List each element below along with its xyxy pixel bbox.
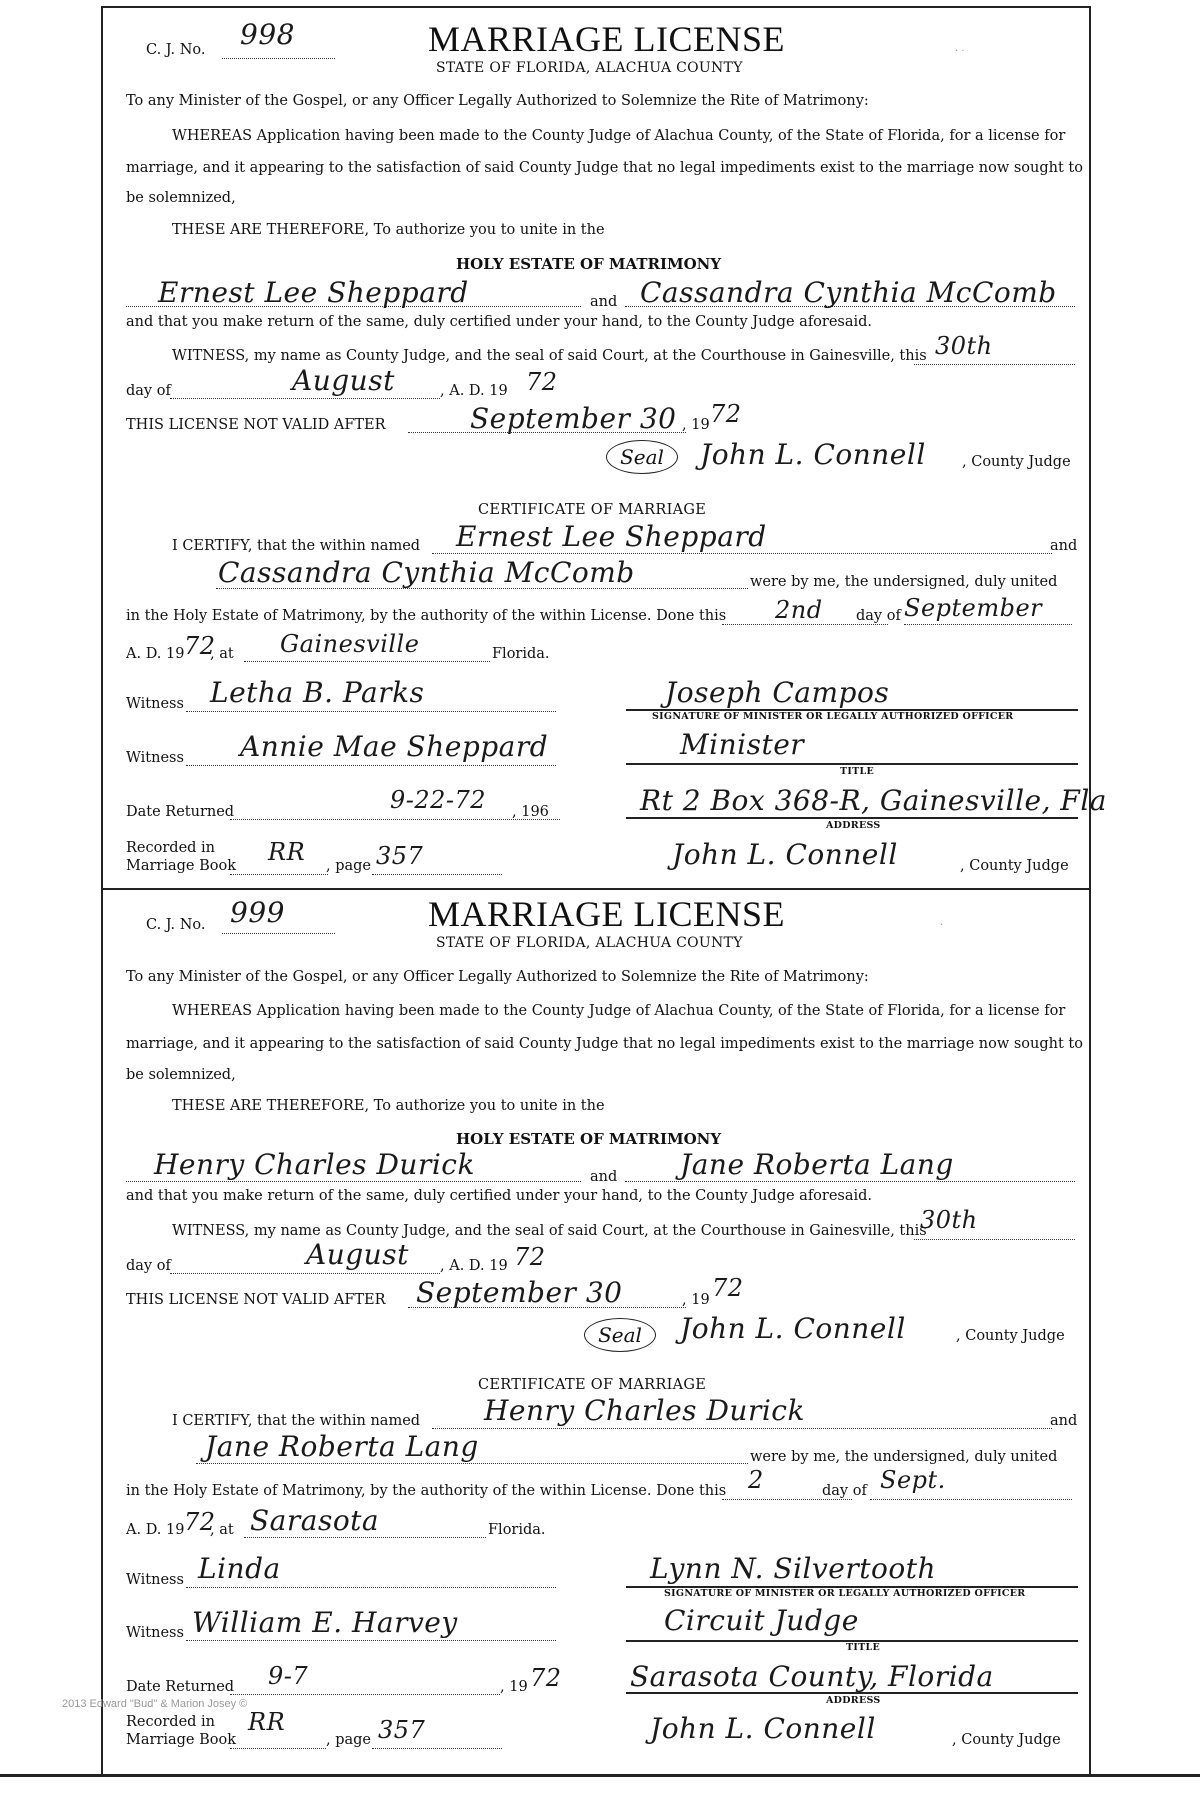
not-valid-label: THIS LICENSE NOT VALID AFTER [126,1292,386,1308]
court-seal [584,1318,656,1352]
cj-number: 998 [240,18,295,51]
place: Sarasota [250,1504,380,1537]
officer-label: SIGNATURE OF MINISTER OR LEGALLY AUTHORIZED OFFICER [664,1588,1026,1599]
ad-label: , A. D. 19 [440,383,508,399]
officer-title: Circuit Judge [664,1604,859,1637]
place: Gainesville [280,630,420,658]
address-line: To any Minister of the Gospel, or any Officer Legally Authorized to Solemnize the Rite of Matrimony: [126,969,869,985]
certify-label: I CERTIFY, that the within named [172,1413,421,1429]
witness-1-label: Witness [126,696,184,712]
officer-address: Rt 2 Box 368-R, Gainesville, Fla [640,784,1107,817]
cert-groom-line [432,553,1052,554]
groom-name: Henry Charles Durick [154,1148,475,1181]
county-judge-label: , County Judge [956,1328,1065,1344]
done-month: September [904,594,1043,622]
witness-2-signature: Annie Mae Sheppard [240,730,549,763]
florida-label: Florida. [488,1522,546,1538]
recorded-in-label: Recorded in [126,840,216,856]
address-label: ADDRESS [826,820,881,831]
title-label: TITLE [846,1642,881,1653]
scan-specks: · [940,920,944,931]
day-of-label: day of [126,383,171,399]
page-line [372,1748,502,1749]
date-returned-line [230,1694,500,1695]
book: RR [248,1708,286,1736]
date-returned-label: Date Returned [126,804,235,820]
officer-signature: Lynn N. Silvertooth [650,1552,937,1585]
witness-2-label: Witness [126,1625,184,1641]
seal-text: Seal [598,1323,642,1347]
witness-day-line [914,364,1075,365]
address-line: To any Minister of the Gospel, or any Officer Legally Authorized to Solemnize the Rite of Matrimony: [126,93,869,109]
month-line [170,398,440,399]
at-label: , at [210,646,234,662]
marriage-book-label: Marriage Book [126,1732,237,1748]
license-subtitle: STATE OF FLORIDA, ALACHUA COUNTY [436,60,743,76]
title-label: TITLE [840,766,875,777]
officer-label: SIGNATURE OF MINISTER OR LEGALLY AUTHORIZED OFFICER [652,711,1014,722]
officer-title-line [626,763,1078,765]
scan-specks: · · [955,46,965,57]
month: August [292,364,395,397]
section-divider [101,888,1091,890]
witness-1-label: Witness [126,1572,184,1588]
cert-bride: Cassandra Cynthia McComb [218,556,635,589]
county-judge-label: , County Judge [962,454,1071,470]
license-title: MARRIAGE LICENSE [428,894,785,934]
whereas-line-3: be solemnized, [126,190,236,206]
cert-and-label: and [1050,1413,1078,1429]
date-returned-line [230,819,560,820]
bride-name: Jane Roberta Lang [680,1148,954,1181]
not-valid-date: September 30 [416,1276,623,1309]
day-of-label-2: day of [856,608,901,624]
cj-number-line [222,58,335,59]
witness-day-line [914,1239,1075,1240]
recorder-signature: John L. Connell [650,1712,876,1745]
year: 72 [514,1243,546,1271]
holy-estate-line: in the Holy Estate of Matrimony, by the authority of the within License. Done this [126,608,727,624]
not-valid-year: 72 [712,1274,744,1302]
witness-1-signature: Letha B. Parks [210,676,425,709]
address-label: ADDRESS [826,1695,881,1706]
license-subtitle: STATE OF FLORIDA, ALACHUA COUNTY [436,935,743,951]
officer-title: Minister [680,728,805,761]
page-number: 357 [376,842,424,870]
whereas-line-2: marriage, and it appearing to the satisfaction of said County Judge that no legal impediments exist to the marriage now sought to [126,1036,1083,1052]
book-line [230,874,328,875]
witness-2-label: Witness [126,750,184,766]
judge-signature: John L. Connell [680,1312,906,1345]
date-returned: 9-7 [268,1662,309,1690]
return-line: and that you make return of the same, duly certified under your hand, to the County Judge aforesaid. [126,314,873,330]
officer-address: Sarasota County, Florida [630,1660,994,1693]
day-of-label: day of [126,1258,171,1274]
month: August [306,1238,409,1271]
book: RR [268,838,306,866]
witness-1-signature: Linda [198,1552,281,1585]
marriage-book-label: Marriage Book [126,858,237,874]
ad-label: , A. D. 19 [440,1258,508,1274]
groom-line [126,1181,581,1182]
witness-2-line [186,765,556,766]
witness-2-line [186,1640,556,1641]
ad-label-2: A. D. 19 [126,1522,185,1538]
done-month-line [870,1499,1072,1500]
seal-text: Seal [620,445,664,469]
return-line: and that you make return of the same, duly certified under your hand, to the County Judge aforesaid. [126,1188,873,1204]
book-line [230,1748,326,1749]
page-label: , page [326,1732,372,1748]
therefore-line: THESE ARE THEREFORE, To authorize you to unite in the [172,1098,605,1114]
witness-1-line [186,711,556,712]
united-label: were by me, the undersigned, duly united [750,1449,1058,1465]
date-returned-suffix: , 19 [500,1679,528,1695]
cj-label: C. J. No. [146,917,206,933]
witness-line: WITNESS, my name as County Judge, and the seal of said Court, at the Courthouse in Gainesville, this [172,1223,927,1239]
done-day: 2nd [775,596,823,624]
at-label: , at [210,1522,234,1538]
cj-number-line [222,933,335,934]
county-judge-label-2: , County Judge [960,858,1069,874]
whereas-line-2: marriage, and it appearing to the satisfaction of said County Judge that no legal impediments exist to the marriage now sought to [126,160,1083,176]
done-day-line [722,624,888,625]
holy-estate-line: in the Holy Estate of Matrimony, by the authority of the within License. Done this [126,1483,727,1499]
license-title: MARRIAGE LICENSE [428,19,785,59]
holy-estate-heading: HOLY ESTATE OF MATRIMONY [456,1130,722,1148]
not-valid-year-prefix: , 19 [682,417,710,433]
cert-bride-line [196,1463,748,1464]
not-valid-year: 72 [710,400,742,428]
copyright-watermark: 2013 Edward "Bud" & Marion Josey © [62,1698,248,1710]
frame-left-rule [101,6,103,1774]
done-month-line [904,624,1072,625]
whereas-line-3: be solemnized, [126,1067,236,1083]
done-day: 2 [748,1466,764,1494]
whereas-line-1: WHEREAS Application having been made to the County Judge of Alachua County, of the State of Florida, for a license for [172,1003,1066,1019]
holy-estate-heading: HOLY ESTATE OF MATRIMONY [456,255,722,273]
certificate-title: CERTIFICATE OF MARRIAGE [478,1377,707,1393]
court-seal [606,440,678,474]
frame-bottom-rule [0,1774,1200,1777]
date-returned-suffix: , 196 [512,804,549,820]
florida-label: Florida. [492,646,550,662]
done-day-line [722,1499,852,1500]
not-valid-date: September 30 [470,402,677,435]
cert-and-label: and [1050,538,1078,554]
cert-groom: Henry Charles Durick [484,1394,805,1427]
date-returned-label: Date Returned [126,1679,235,1695]
witness-day: 30th [935,332,993,360]
page-number: 357 [378,1716,426,1744]
whereas-line-1: WHEREAS Application having been made to the County Judge of Alachua County, of the State of Florida, for a license for [172,128,1066,144]
officer-signature: Joseph Campos [665,676,890,709]
cert-groom-line [432,1428,1052,1429]
month-line [170,1273,440,1274]
day-of-label-2: day of [822,1483,867,1499]
witness-line: WITNESS, my name as County Judge, and the seal of said Court, at the Courthouse in Gainesville, this [172,348,927,364]
judge-signature: John L. Connell [700,438,926,471]
recorded-in-label: Recorded in [126,1714,216,1730]
certificate-title: CERTIFICATE OF MARRIAGE [478,502,707,518]
certify-label: I CERTIFY, that the within named [172,538,421,554]
done-year: 72 [184,632,216,660]
witness-2-signature: William E. Harvey [192,1606,458,1639]
bride-line [625,1181,1075,1182]
witness-1-line [186,1587,556,1588]
frame-right-rule [1089,6,1091,1774]
cj-number: 999 [230,896,285,929]
therefore-line: THESE ARE THEREFORE, To authorize you to unite in the [172,222,605,238]
witness-day: 30th [920,1206,978,1234]
and-label: and [590,294,618,310]
place-line [244,1537,486,1538]
place-line [244,661,490,662]
page-line [372,874,502,875]
ad-label-2: A. D. 19 [126,646,185,662]
done-year: 72 [184,1508,216,1536]
recorder-signature: John L. Connell [672,838,898,871]
year: 72 [526,368,558,396]
not-valid-year-prefix: , 19 [682,1292,710,1308]
date-returned: 9-22-72 [390,786,487,814]
done-month: Sept. [880,1466,946,1494]
county-judge-label-2: , County Judge [952,1732,1061,1748]
groom-name: Ernest Lee Sheppard [158,276,469,309]
cert-groom: Ernest Lee Sheppard [456,520,767,553]
frame-top-rule [101,6,1091,8]
date-returned-year: 72 [530,1664,562,1692]
united-label: were by me, the undersigned, duly united [750,574,1058,590]
bride-name: Cassandra Cynthia McComb [640,276,1057,309]
cert-bride: Jane Roberta Lang [205,1430,479,1463]
cj-label: C. J. No. [146,42,206,58]
officer-address-line [626,817,1078,819]
page-label: , page [326,858,372,874]
not-valid-label: THIS LICENSE NOT VALID AFTER [126,417,386,433]
and-label: and [590,1169,618,1185]
